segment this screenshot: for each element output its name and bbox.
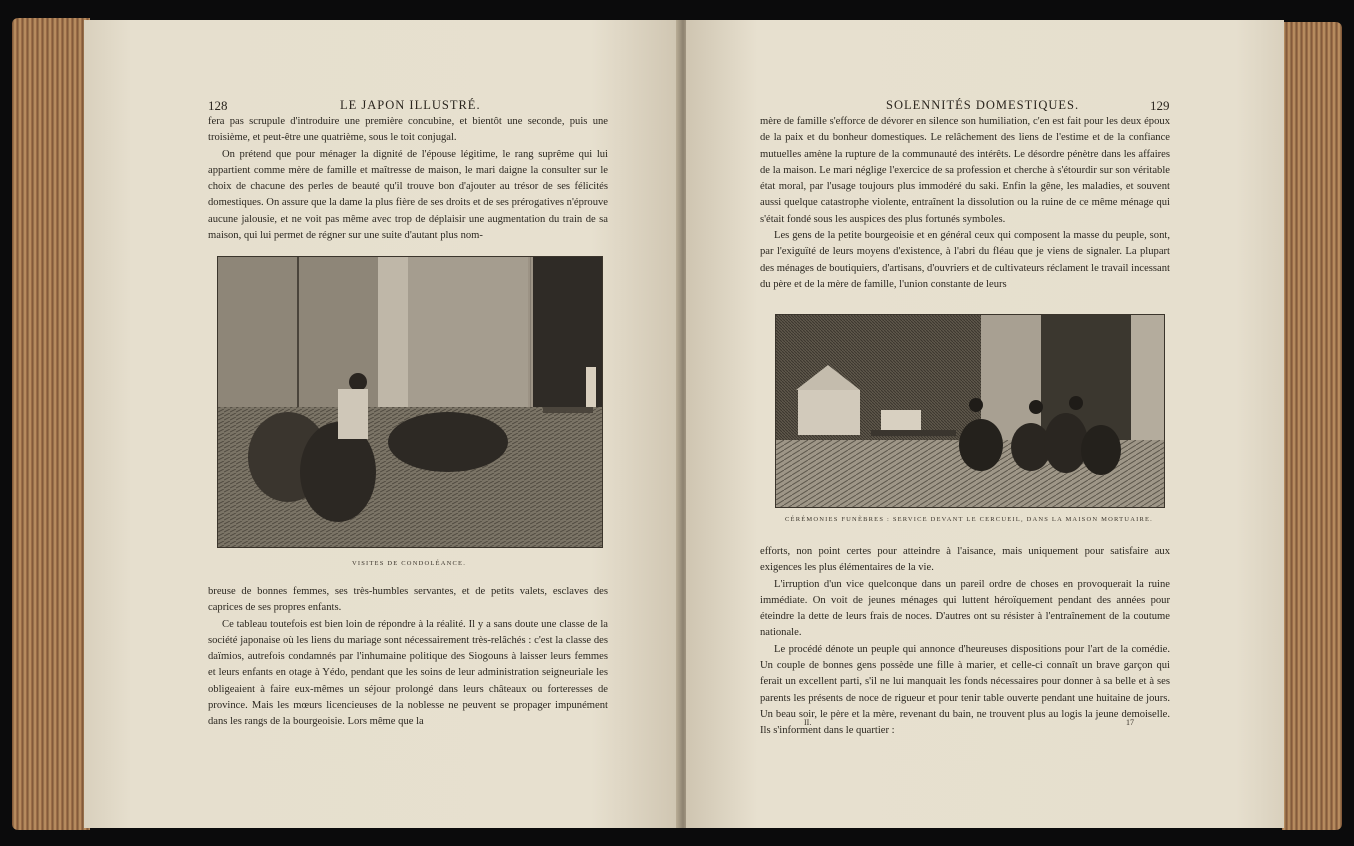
paragraph: efforts, non point certes pour atteindre à l'aisance, mais uniquement pour satisfaire aux exigences les plus élémentaires de la vie.	[760, 546, 1170, 574]
signature-mark: II.	[804, 718, 812, 727]
paragraph: L'irruption d'un vice quelconque dans un pareil ordre de choses en provoquerait la ruine immédiate. On voit de jeunes ménages qui luttent héroïquement pendant des années pour éteindre la dette de leurs frais de noces. D'autres ont su résister à l'entraînement de la coutume nationale.	[760, 578, 1170, 639]
left-page-number: 128	[208, 98, 228, 113]
right-page-edges	[1282, 22, 1342, 830]
paragraph: mère de famille s'efforce de dévorer en silence son humiliation, c'en est fait pour les deux époux de la paix et du bonheur domestiques. Le relâchement des liens de l'estime et de la confiance mutuelles amène la rupture de la communauté des intérêts. Le désordre pénètre dans les affaires de la maison. Le mari néglige l'exercice de sa profession et cherche à s'étourdir sur son véritable état moral, par l'usage toujours plus immodéré du saki. Enfin la gêne, les maladies, et souvent aussi quelque catastrophe violente, entraînent la dissolution ou la ruine de ce même ménage qui s'était fondé sous les auspices des plus fortunés symboles.	[760, 116, 1170, 225]
engraving-funeral-ceremony	[775, 314, 1165, 508]
engraving-condolence-visit	[217, 256, 603, 548]
paragraph: breuse de bonnes femmes, ses très-humbles servantes, et de petits valets, esclaves des caprices de ses propres enfants.	[208, 586, 608, 614]
left-top-text	[208, 114, 608, 244]
engraving-illustration	[218, 257, 602, 547]
right-figure-caption: CÉRÉMONIES FUNÈBRES : SERVICE DEVANT LE CERCUEIL, DANS LA MAISON MORTUAIRE.	[784, 516, 1153, 523]
paragraph: Les gens de la petite bourgeoisie et en général ceux qui composent la masse du peuple, sont, par l'exiguïté de leurs moyens d'existence, à l'abri du fléau que je viens de signaler. La plupart des ménages de boutiquiers, d'artisans, d'ouvriers et de cultivateurs réclament le travail incessant du père et de la mère de famille, l'union constante de leurs	[760, 230, 1170, 290]
left-page-edges	[12, 18, 90, 830]
paragraph: Ce tableau toutefois est bien loin de répondre à la réalité. Il y a sans doute une classe de la société japonaise où les liens du mariage sont nécessairement très-relâchés : c'est la classe des daïmios, autrefois condamnés par l'inhumaine politique des Siogouns à laisser leurs femmes et leurs enfants en otage à Yédo, pendant que les soins de leur administration seigneuriale les obligeaient à faire eux-mêmes un séjour prolongé dans leurs châteaux ou forteresses de province. Mais les mœurs licencieuses de la noblesse ne peuvent se propager impunément dans les rangs de la bourgeoisie. Lors même que la	[208, 618, 608, 728]
right-page-number: 129	[1150, 98, 1170, 113]
right-running-head: SOLENNITÉS DOMESTIQUES.	[886, 98, 1080, 112]
right-top-text	[760, 114, 1170, 293]
paragraph: Le procédé dénote un peuple qui annonce d'heureuses dispositions pour l'art de la comédie. Un couple de bonnes gens possède une fille à marier, et celle-ci connaît un brave garçon qui ferait un excellent parti, s'il ne lui manquait les fonds nécessaires pour donner à sa belle et à ses parents les présents de noce de rigueur et pour tenir table ouverte pendant une huitaine de jours. Un beau soir, le père et la mère, revenant du bain, ne trouvent plus au logis la jeune demoiselle. Ils s'informent dans le quartier :	[760, 643, 1170, 737]
signature-number: 17	[1126, 718, 1134, 727]
left-figure-caption: VISITES DE CONDOLÉANCE.	[351, 560, 467, 567]
left-running-head: LE JAPON ILLUSTRÉ.	[340, 98, 481, 112]
left-bottom-text	[208, 584, 608, 731]
engraving-illustration	[776, 315, 1164, 507]
paragraph: fera pas scrupule d'introduire une première concubine, et bientôt une seconde, puis une troisième, et peut-être une quatrième, sous le toit conjugal.	[208, 116, 608, 144]
paragraph: On prétend que pour ménager la dignité de l'épouse légitime, le rang suprême qui lui appartient comme mère de famille et maîtresse de maison, le mari daigne la consulter sur le choix de chacune des perles de beauté qu'il trouve bon d'ajouter au trésor de ses félicités domestiques. On assure que la dame la plus fière de ses droits et de ses prérogatives n'éprouve aucune jalousie, et ne voit pas même avec trop de déplaisir une augmentation du train de sa maison, qui lui permet de régner sur une suite d'autant plus nom-	[208, 148, 608, 242]
right-bottom-text	[760, 544, 1170, 740]
